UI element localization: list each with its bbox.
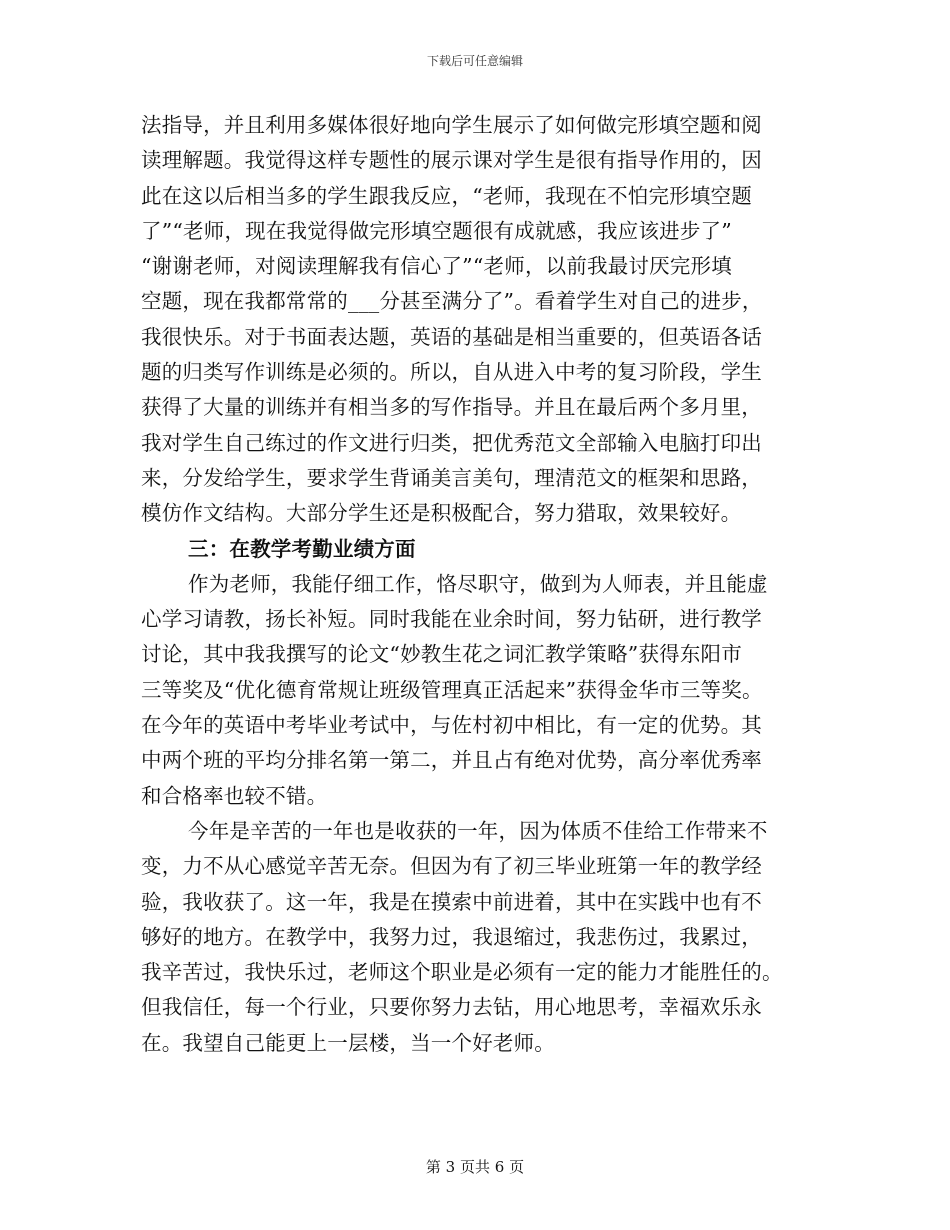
paragraph-line: 我很快乐。对于书面表达题，英语的基础是相当重要的，但英语各话 xyxy=(141,324,762,349)
paragraph-line: “谢谢老师，对阅读理解我有信心了”“老师，以前我最讨厌完形填 xyxy=(141,254,732,279)
page-header: 下载后可任意编辑 xyxy=(426,54,523,68)
paragraph-line: 获得了大量的训练并有相当多的写作指导。并且在最后两个多月里， xyxy=(141,395,762,420)
page-footer: 第 3 页共 6 页 xyxy=(425,1158,525,1176)
paragraph-line: 在今年的英语中考毕业考试中，与佐村初中相比，有一定的优势。其 xyxy=(141,713,762,738)
paragraph-line: 来，分发给学生，要求学生背诵美言美句，理清范文的框架和思路， xyxy=(141,465,762,490)
paragraph-line: 了”“老师，现在我觉得做完形填空题很有成就感，我应该进步了” xyxy=(141,218,732,243)
paragraph-line: 但我信任，每一个行业，只要你努力去钻，用心地思考，幸福欢乐永 xyxy=(141,995,762,1020)
paragraph-line: 空题，现在我都常常的___分甚至满分了”。看着学生对自己的进步， xyxy=(141,289,763,314)
section-heading: 三：在教学考勤业绩方面 xyxy=(188,536,416,561)
paragraph-line: 此在这以后相当多的学生跟我反应，“老师，我现在不怕完形填空题 xyxy=(141,183,752,208)
paragraph-line: 讨论，其中我我撰写的论文“妙教生花之词汇教学策略”获得东阳市 xyxy=(141,642,742,667)
paragraph-line: 和合格率也较不错。 xyxy=(141,783,328,808)
paragraph-line: 验，我收获了。这一年，我是在摸索中前进着，其中在实践中也有不 xyxy=(141,889,762,914)
paragraph-line: 在。我望自己能更上一层楼，当一个好老师。 xyxy=(141,1030,555,1055)
paragraph-line: 心学习请教，扬长补短。同时我能在业余时间，努力钻研，进行教学 xyxy=(141,607,762,632)
document-body xyxy=(141,108,821,1061)
paragraph-line: 作为老师，我能仔细工作，恪尽职守，做到为人师表，并且能虚 xyxy=(188,571,768,596)
paragraph-line: 读理解题。我觉得这样专题性的展示课对学生是很有指导作用的，因 xyxy=(141,148,762,173)
paragraph-line: 模仿作文结构。大部分学生还是积极配合，努力猎取，效果较好。 xyxy=(141,501,742,526)
paragraph-line: 中两个班的平均分排名第一第二，并且占有绝对优势，高分率优秀率 xyxy=(141,748,762,773)
paragraph-line: 三等奖及“优化德育常规让班级管理真正活起来”获得金华市三等奖。 xyxy=(141,677,763,702)
paragraph-line: 够好的地方。在教学中，我努力过，我退缩过，我悲伤过，我累过， xyxy=(141,924,762,949)
paragraph-line: 题的归类写作训练是必须的。所以，自从进入中考的复习阶段，学生 xyxy=(141,360,762,385)
paragraph-line: 我辛苦过，我快乐过，老师这个职业是必须有一定的能力才能胜任的。 xyxy=(141,960,783,985)
paragraph-line: 变，力不从心感觉辛苦无奈。但因为有了初三毕业班第一年的教学经 xyxy=(141,854,762,879)
paragraph-line: 法指导，并且利用多媒体很好地向学生展示了如何做完形填空题和阅 xyxy=(141,113,762,137)
paragraph-line: 今年是辛苦的一年也是收获的一年，因为体质不佳给工作带来不 xyxy=(188,818,768,843)
paragraph-line: 我对学生自己练过的作文进行归类，把优秀范文全部输入电脑打印出 xyxy=(141,430,762,455)
